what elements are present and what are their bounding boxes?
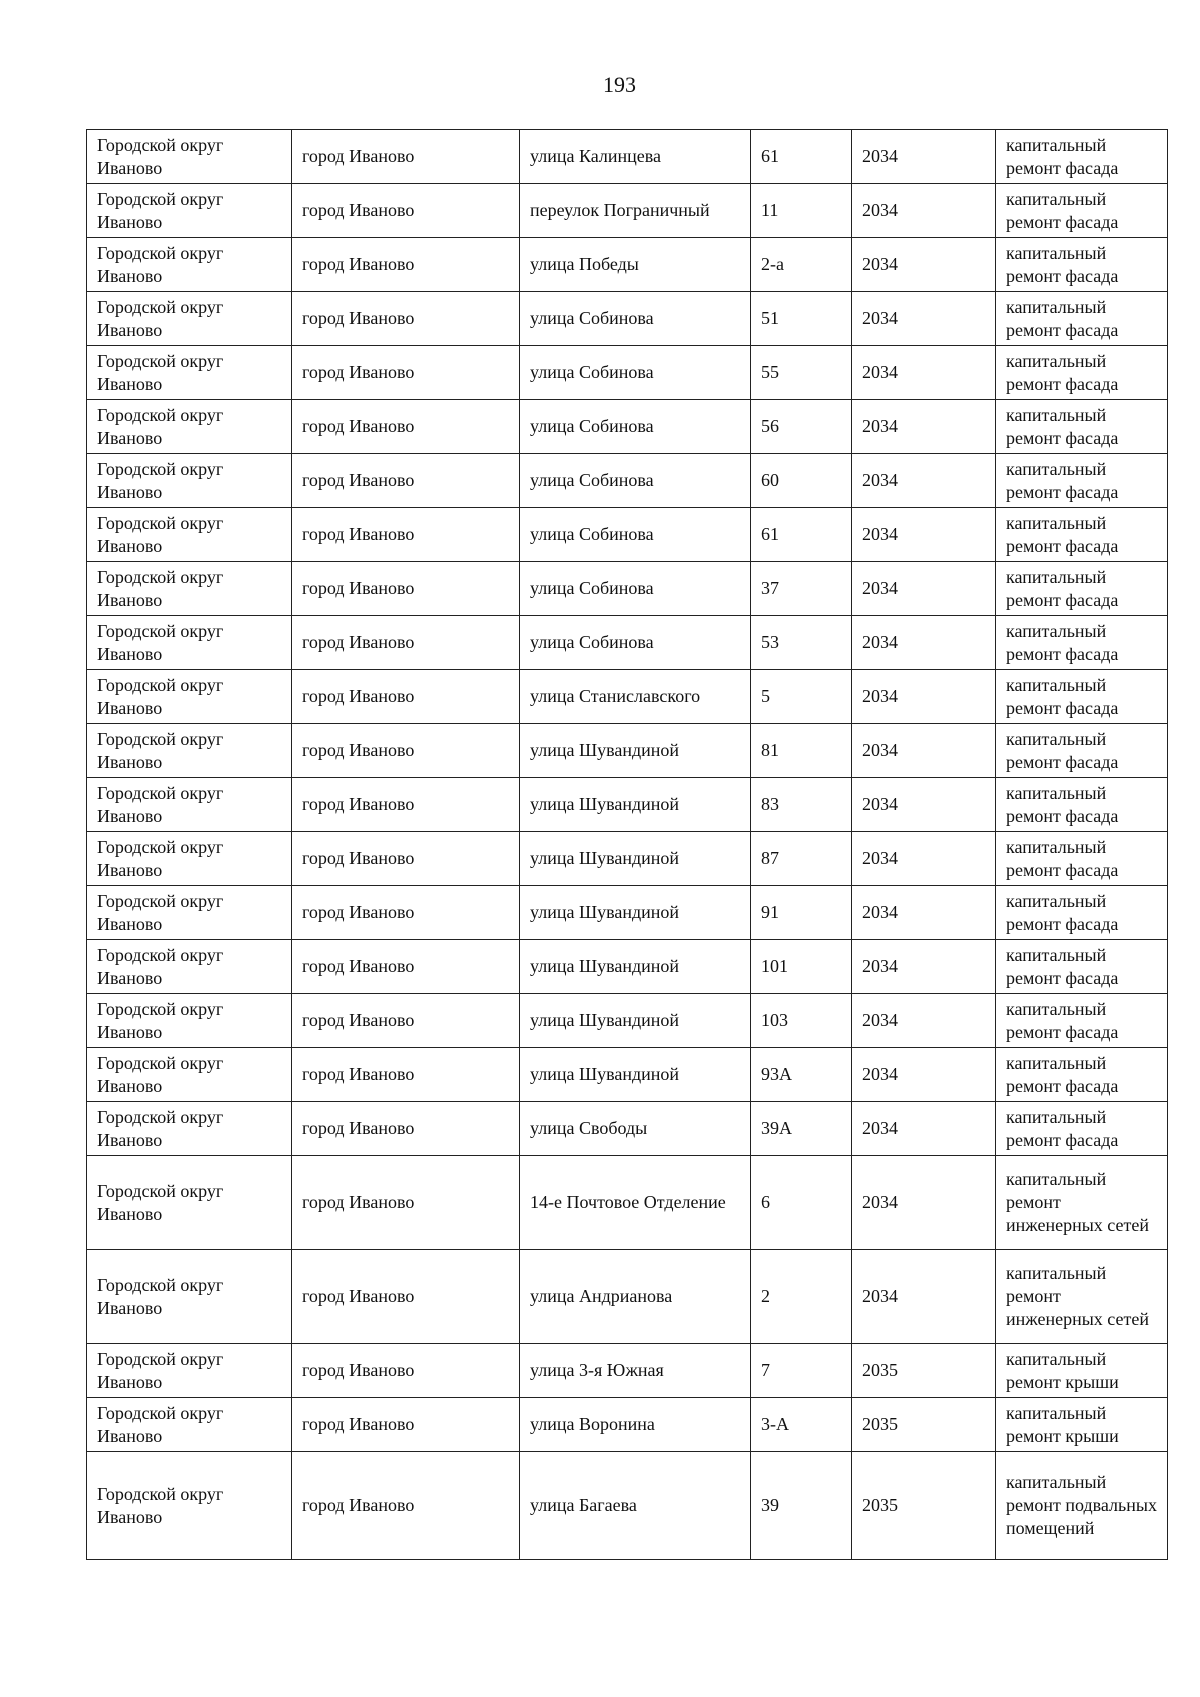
table-row bbox=[87, 670, 1168, 724]
cell-locality: город Иваново bbox=[292, 562, 520, 616]
cell-work-type: капитальный ремонт крыши bbox=[996, 1344, 1168, 1398]
table-row bbox=[87, 400, 1168, 454]
cell-locality: город Иваново bbox=[292, 886, 520, 940]
cell-year: 2034 bbox=[852, 184, 996, 238]
cell-locality: город Иваново bbox=[292, 130, 520, 184]
cell-house-number: 2-а bbox=[751, 238, 852, 292]
cell-work-type: капитальный ремонт фасада bbox=[996, 238, 1168, 292]
table-row bbox=[87, 1156, 1168, 1250]
cell-municipal-district: Городской округ Иваново bbox=[87, 292, 292, 346]
cell-work-type: капитальный ремонт фасада bbox=[996, 724, 1168, 778]
cell-municipal-district: Городской округ Иваново bbox=[87, 1156, 292, 1250]
cell-house-number: 101 bbox=[751, 940, 852, 994]
cell-street: улица Свободы bbox=[520, 1102, 751, 1156]
cell-house-number: 103 bbox=[751, 994, 852, 1048]
cell-locality: город Иваново bbox=[292, 832, 520, 886]
cell-year: 2034 bbox=[852, 130, 996, 184]
table-row bbox=[87, 184, 1168, 238]
cell-year: 2034 bbox=[852, 508, 996, 562]
cell-street: улица Собинова bbox=[520, 616, 751, 670]
cell-locality: город Иваново bbox=[292, 670, 520, 724]
cell-year: 2034 bbox=[852, 346, 996, 400]
cell-work-type: капитальный ремонт подвальных помещений bbox=[996, 1452, 1168, 1560]
table-row bbox=[87, 508, 1168, 562]
cell-work-type: капитальный ремонт фасада bbox=[996, 616, 1168, 670]
cell-locality: город Иваново bbox=[292, 1344, 520, 1398]
cell-work-type: капитальный ремонт фасада bbox=[996, 508, 1168, 562]
cell-work-type: капитальный ремонт фасада bbox=[996, 994, 1168, 1048]
cell-house-number: 61 bbox=[751, 508, 852, 562]
cell-year: 2035 bbox=[852, 1398, 996, 1452]
cell-year: 2034 bbox=[852, 886, 996, 940]
cell-work-type: капитальный ремонт фасада bbox=[996, 346, 1168, 400]
table-row bbox=[87, 994, 1168, 1048]
cell-work-type: капитальный ремонт фасада bbox=[996, 1102, 1168, 1156]
cell-work-type: капитальный ремонт фасада bbox=[996, 184, 1168, 238]
table-row bbox=[87, 130, 1168, 184]
cell-year: 2034 bbox=[852, 1156, 996, 1250]
cell-locality: город Иваново bbox=[292, 454, 520, 508]
cell-locality: город Иваново bbox=[292, 778, 520, 832]
cell-house-number: 56 bbox=[751, 400, 852, 454]
cell-municipal-district: Городской округ Иваново bbox=[87, 562, 292, 616]
cell-locality: город Иваново bbox=[292, 1156, 520, 1250]
cell-municipal-district: Городской округ Иваново bbox=[87, 994, 292, 1048]
table-row bbox=[87, 292, 1168, 346]
repair-schedule-table bbox=[86, 129, 1168, 1560]
cell-house-number: 51 bbox=[751, 292, 852, 346]
cell-street: 14-е Почтовое Отделение bbox=[520, 1156, 751, 1250]
cell-house-number: 83 bbox=[751, 778, 852, 832]
cell-house-number: 2 bbox=[751, 1250, 852, 1344]
cell-year: 2034 bbox=[852, 616, 996, 670]
cell-year: 2034 bbox=[852, 940, 996, 994]
cell-house-number: 91 bbox=[751, 886, 852, 940]
cell-locality: город Иваново bbox=[292, 346, 520, 400]
cell-house-number: 81 bbox=[751, 724, 852, 778]
cell-locality: город Иваново bbox=[292, 1048, 520, 1102]
cell-year: 2034 bbox=[852, 562, 996, 616]
cell-street: улица Багаева bbox=[520, 1452, 751, 1560]
table-row bbox=[87, 238, 1168, 292]
cell-municipal-district: Городской округ Иваново bbox=[87, 508, 292, 562]
cell-work-type: капитальный ремонт фасада bbox=[996, 778, 1168, 832]
table-row bbox=[87, 1398, 1168, 1452]
table-row bbox=[87, 832, 1168, 886]
cell-house-number: 53 bbox=[751, 616, 852, 670]
cell-street: улица Шувандиной bbox=[520, 886, 751, 940]
cell-street: переулок Пограничный bbox=[520, 184, 751, 238]
cell-street: улица Андрианова bbox=[520, 1250, 751, 1344]
cell-year: 2034 bbox=[852, 670, 996, 724]
cell-work-type: капитальный ремонт инженерных сетей bbox=[996, 1156, 1168, 1250]
table-row bbox=[87, 886, 1168, 940]
cell-street: улица Собинова bbox=[520, 400, 751, 454]
cell-work-type: капитальный ремонт инженерных сетей bbox=[996, 1250, 1168, 1344]
cell-year: 2035 bbox=[852, 1344, 996, 1398]
cell-work-type: капитальный ремонт фасада bbox=[996, 130, 1168, 184]
table-row bbox=[87, 1048, 1168, 1102]
cell-locality: город Иваново bbox=[292, 616, 520, 670]
cell-municipal-district: Городской округ Иваново bbox=[87, 1048, 292, 1102]
cell-year: 2034 bbox=[852, 400, 996, 454]
cell-house-number: 93А bbox=[751, 1048, 852, 1102]
cell-work-type: капитальный ремонт фасада bbox=[996, 292, 1168, 346]
cell-municipal-district: Городской округ Иваново bbox=[87, 724, 292, 778]
cell-work-type: капитальный ремонт фасада bbox=[996, 832, 1168, 886]
cell-house-number: 5 bbox=[751, 670, 852, 724]
cell-year: 2034 bbox=[852, 454, 996, 508]
cell-municipal-district: Городской округ Иваново bbox=[87, 238, 292, 292]
cell-locality: город Иваново bbox=[292, 1398, 520, 1452]
cell-municipal-district: Городской округ Иваново bbox=[87, 184, 292, 238]
cell-locality: город Иваново bbox=[292, 994, 520, 1048]
cell-municipal-district: Городской округ Иваново bbox=[87, 1250, 292, 1344]
cell-street: улица Собинова bbox=[520, 454, 751, 508]
cell-year: 2034 bbox=[852, 994, 996, 1048]
cell-house-number: 39 bbox=[751, 1452, 852, 1560]
table-row bbox=[87, 1102, 1168, 1156]
table-body bbox=[87, 130, 1168, 1560]
cell-street: улица Шувандиной bbox=[520, 1048, 751, 1102]
cell-street: улица Калинцева bbox=[520, 130, 751, 184]
table-row bbox=[87, 778, 1168, 832]
cell-work-type: капитальный ремонт фасада bbox=[996, 400, 1168, 454]
cell-year: 2035 bbox=[852, 1452, 996, 1560]
cell-street: улица Воронина bbox=[520, 1398, 751, 1452]
cell-work-type: капитальный ремонт фасада bbox=[996, 454, 1168, 508]
cell-municipal-district: Городской округ Иваново bbox=[87, 346, 292, 400]
cell-year: 2034 bbox=[852, 778, 996, 832]
cell-street: улица Шувандиной bbox=[520, 778, 751, 832]
cell-house-number: 39А bbox=[751, 1102, 852, 1156]
cell-locality: город Иваново bbox=[292, 724, 520, 778]
cell-municipal-district: Городской округ Иваново bbox=[87, 670, 292, 724]
cell-year: 2034 bbox=[852, 1250, 996, 1344]
cell-street: улица Собинова bbox=[520, 562, 751, 616]
cell-locality: город Иваново bbox=[292, 1102, 520, 1156]
cell-municipal-district: Городской округ Иваново bbox=[87, 1102, 292, 1156]
cell-street: улица Станиславского bbox=[520, 670, 751, 724]
table-row bbox=[87, 346, 1168, 400]
cell-house-number: 7 bbox=[751, 1344, 852, 1398]
cell-locality: город Иваново bbox=[292, 1250, 520, 1344]
table-row bbox=[87, 1452, 1168, 1560]
cell-locality: город Иваново bbox=[292, 184, 520, 238]
cell-house-number: 11 bbox=[751, 184, 852, 238]
cell-street: улица Шувандиной bbox=[520, 832, 751, 886]
cell-street: улица Собинова bbox=[520, 292, 751, 346]
table-row bbox=[87, 1250, 1168, 1344]
cell-year: 2034 bbox=[852, 238, 996, 292]
cell-work-type: капитальный ремонт фасада bbox=[996, 670, 1168, 724]
cell-locality: город Иваново bbox=[292, 238, 520, 292]
cell-municipal-district: Городской округ Иваново bbox=[87, 940, 292, 994]
cell-municipal-district: Городской округ Иваново bbox=[87, 886, 292, 940]
cell-street: улица Победы bbox=[520, 238, 751, 292]
table-row bbox=[87, 562, 1168, 616]
page-number: 193 bbox=[603, 72, 636, 97]
cell-house-number: 60 bbox=[751, 454, 852, 508]
cell-municipal-district: Городской округ Иваново bbox=[87, 1398, 292, 1452]
cell-municipal-district: Городской округ Иваново bbox=[87, 400, 292, 454]
table-row bbox=[87, 1344, 1168, 1398]
cell-street: улица Собинова bbox=[520, 508, 751, 562]
cell-work-type: капитальный ремонт фасада bbox=[996, 886, 1168, 940]
cell-municipal-district: Городской округ Иваново bbox=[87, 778, 292, 832]
cell-work-type: капитальный ремонт фасада bbox=[996, 940, 1168, 994]
cell-year: 2034 bbox=[852, 1102, 996, 1156]
cell-municipal-district: Городской округ Иваново bbox=[87, 1452, 292, 1560]
cell-street: улица Шувандиной bbox=[520, 940, 751, 994]
cell-year: 2034 bbox=[852, 832, 996, 886]
cell-year: 2034 bbox=[852, 1048, 996, 1102]
cell-locality: город Иваново bbox=[292, 1452, 520, 1560]
cell-municipal-district: Городской округ Иваново bbox=[87, 832, 292, 886]
cell-municipal-district: Городской округ Иваново bbox=[87, 454, 292, 508]
cell-street: улица Шувандиной bbox=[520, 994, 751, 1048]
cell-house-number: 37 bbox=[751, 562, 852, 616]
table-row bbox=[87, 454, 1168, 508]
cell-work-type: капитальный ремонт фасада bbox=[996, 562, 1168, 616]
cell-house-number: 87 bbox=[751, 832, 852, 886]
cell-locality: город Иваново bbox=[292, 292, 520, 346]
cell-house-number: 55 bbox=[751, 346, 852, 400]
cell-house-number: 3-А bbox=[751, 1398, 852, 1452]
cell-street: улица Собинова bbox=[520, 346, 751, 400]
cell-municipal-district: Городской округ Иваново bbox=[87, 616, 292, 670]
cell-municipal-district: Городской округ Иваново bbox=[87, 130, 292, 184]
cell-house-number: 6 bbox=[751, 1156, 852, 1250]
cell-work-type: капитальный ремонт фасада bbox=[996, 1048, 1168, 1102]
table-row bbox=[87, 724, 1168, 778]
cell-locality: город Иваново bbox=[292, 940, 520, 994]
cell-house-number: 61 bbox=[751, 130, 852, 184]
cell-work-type: капитальный ремонт крыши bbox=[996, 1398, 1168, 1452]
table-row bbox=[87, 616, 1168, 670]
cell-locality: город Иваново bbox=[292, 400, 520, 454]
cell-municipal-district: Городской округ Иваново bbox=[87, 1344, 292, 1398]
cell-year: 2034 bbox=[852, 724, 996, 778]
cell-street: улица 3-я Южная bbox=[520, 1344, 751, 1398]
cell-locality: город Иваново bbox=[292, 508, 520, 562]
table-row bbox=[87, 940, 1168, 994]
cell-street: улица Шувандиной bbox=[520, 724, 751, 778]
cell-year: 2034 bbox=[852, 292, 996, 346]
